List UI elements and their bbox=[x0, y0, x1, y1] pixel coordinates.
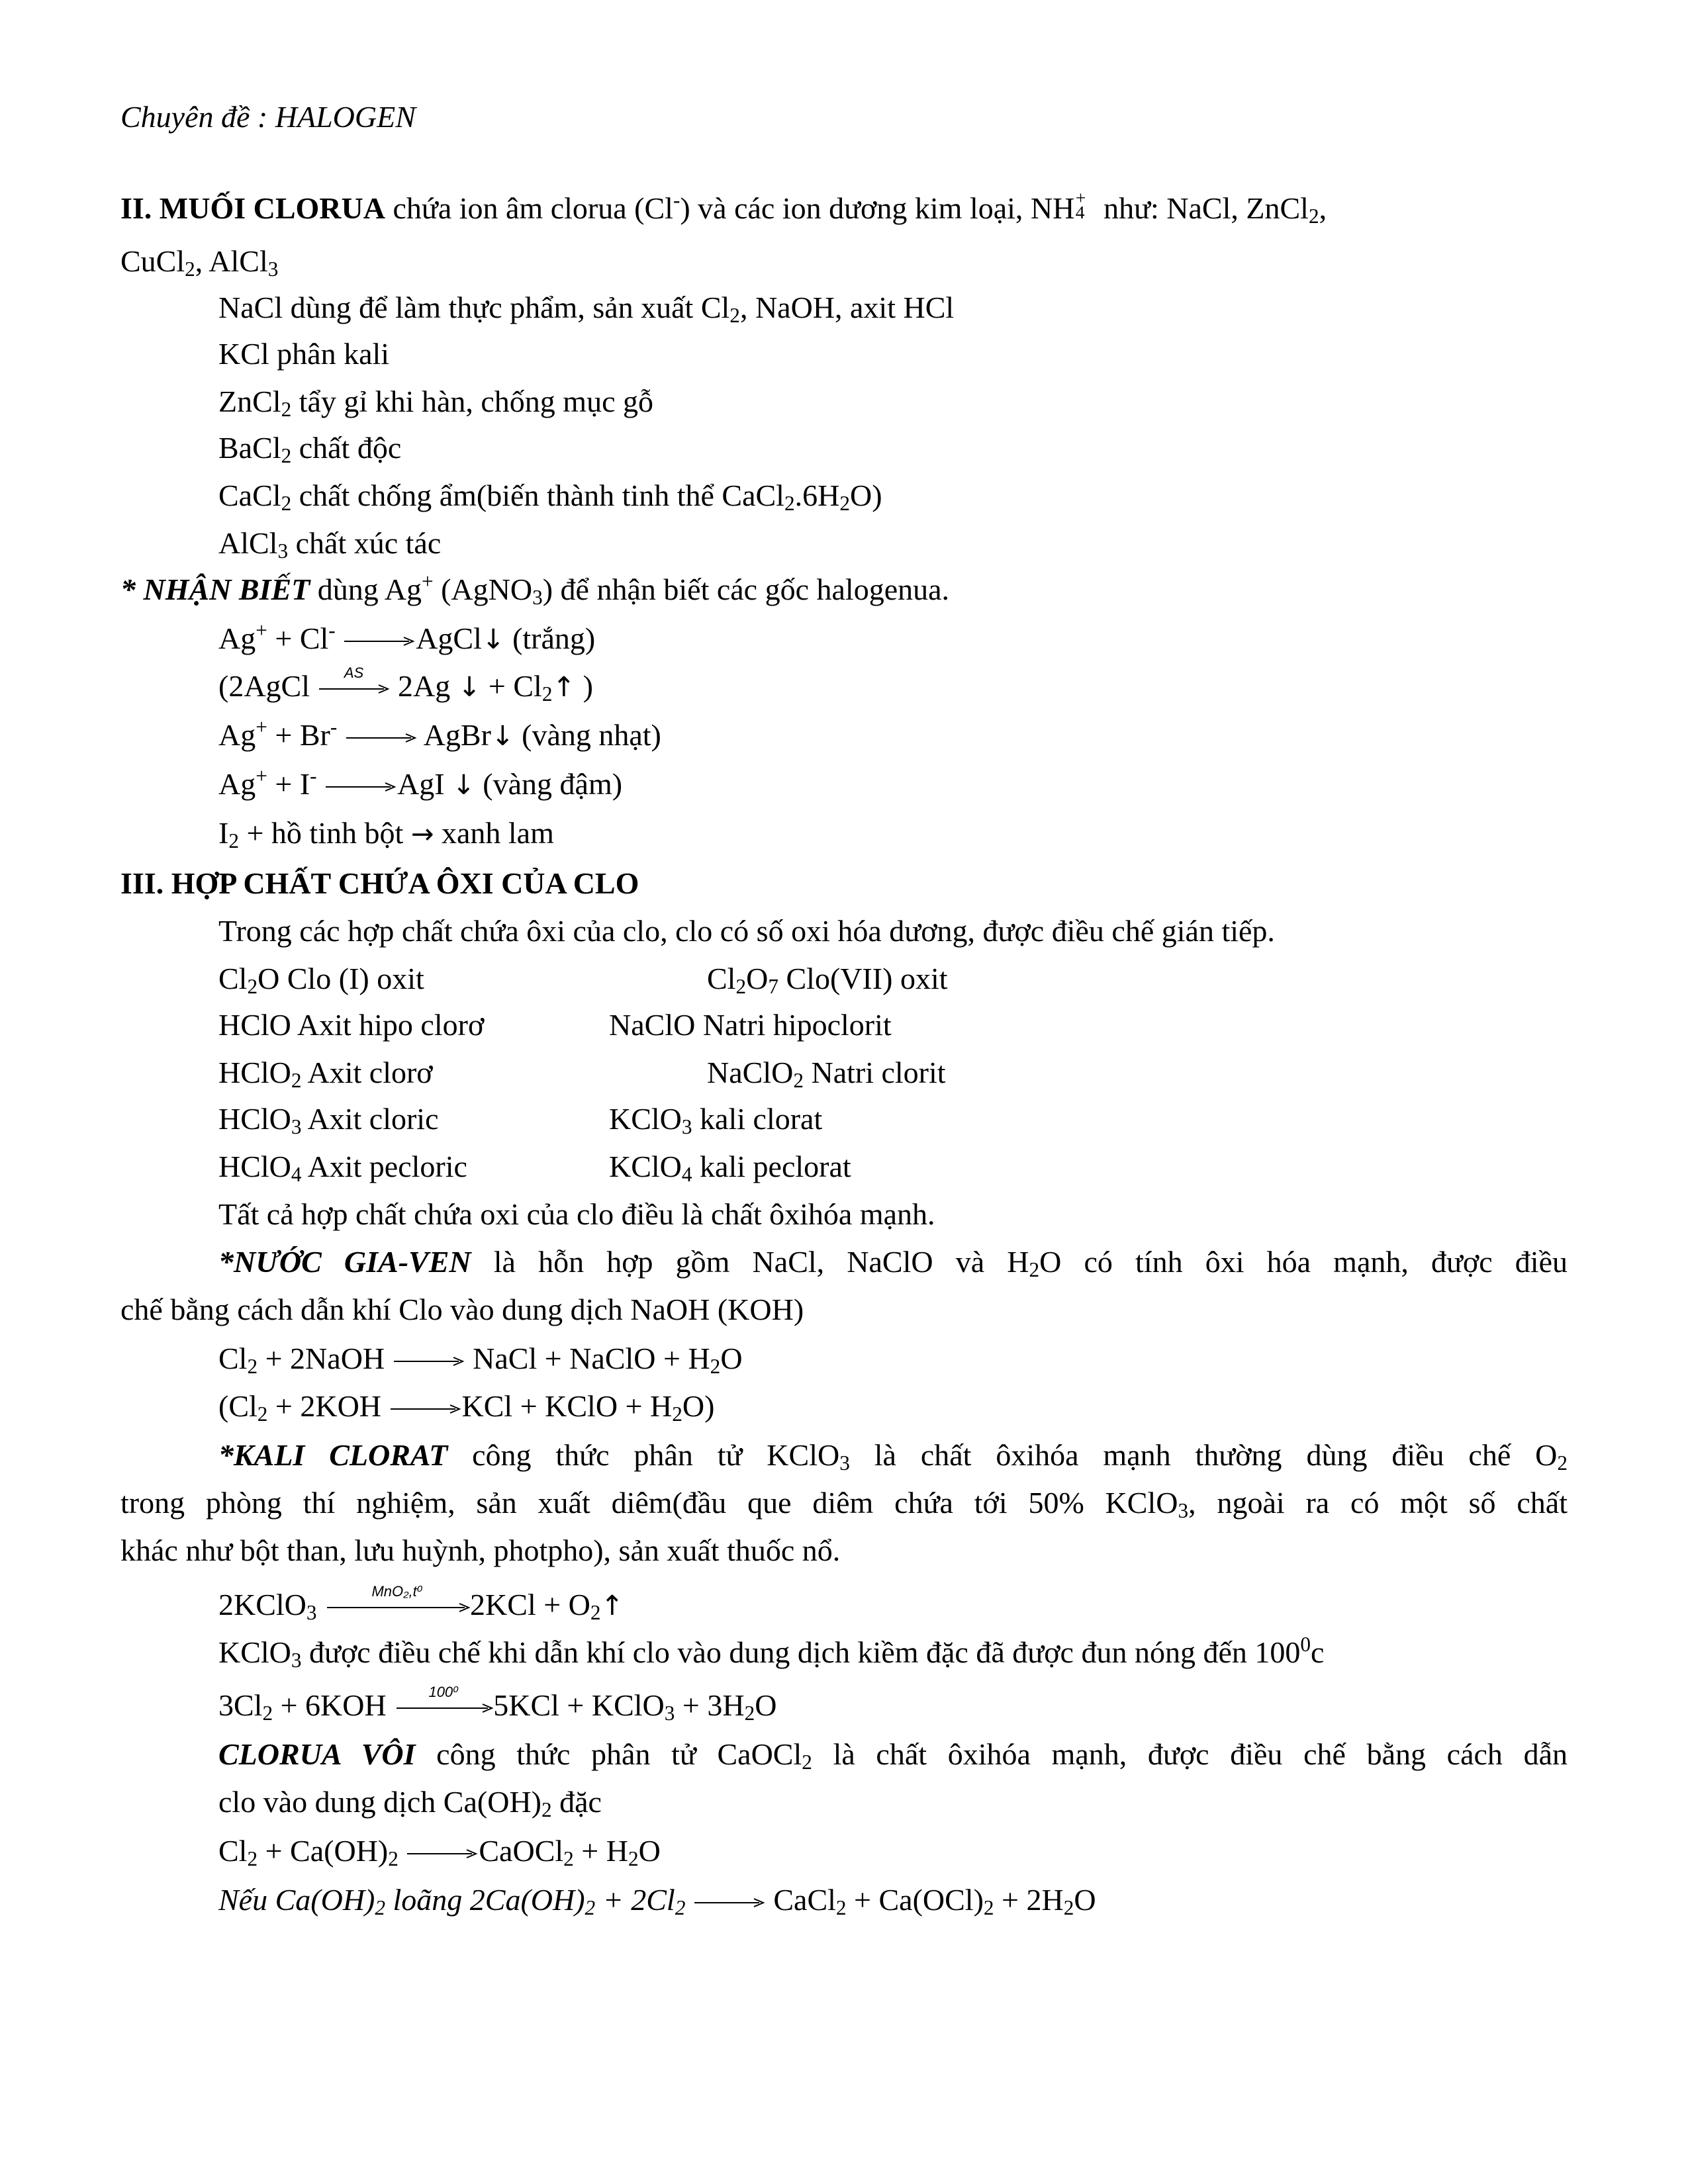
identify-heading: * NHẬN BIẾT bbox=[120, 572, 310, 606]
kali-para-line1: *KALI CLORAT công thức phân tử KClO$_3$ là chất ôxihóa mạnh thường dùng điều chế $O_2$ bbox=[218, 1438, 1568, 1475]
reaction-dilute-caoh2: Nếu $Ca(OH)_2$ loãng $2Ca(OH)_2 + 2Cl_2$ CaCl$_2$ + $Ca(OCl)_2 + 2H_2O$ bbox=[218, 1883, 1096, 1919]
salt-row-naclo: NaClO Natri hipoclorit bbox=[609, 1008, 892, 1042]
reaction-kclo3-prep: $3Cl_2 + 6KOH$ 100⁰ 5KCl + KClO$_3$ + $3H_2O$ bbox=[218, 1684, 777, 1725]
use-alcl3: AlCl$_3$ chất xúc tác bbox=[218, 526, 442, 563]
salt-row-kclo4: KClO$_4$ kali peclorat bbox=[609, 1150, 851, 1186]
precipitate-arrow-icon: ↓ bbox=[452, 769, 475, 801]
page-header: Chuyên đề : HALOGEN bbox=[120, 100, 416, 134]
kali-heading: *KALI CLORAT bbox=[218, 1438, 448, 1472]
acid-row-hclo3: HClO$_3$ Axit cloric bbox=[218, 1102, 439, 1138]
kali-para-line2: trong phòng thí nghiệm, sản xuất diêm(đầu que diêm chứa tới 50% KClO$_3$, ngoài ra có một số chất bbox=[120, 1486, 1568, 1522]
precipitate-arrow-icon: ↓ bbox=[457, 671, 481, 703]
reaction-arrow bbox=[393, 1355, 465, 1368]
oxy-summary: Tất cả hợp chất chứa oxi của clo điều là chất ôxihóa mạnh. bbox=[218, 1197, 935, 1231]
javen-para-line2: chế bằng cách dẫn khí Clo vào dung dịch NaOH (KOH) bbox=[120, 1293, 804, 1326]
reaction-arrow bbox=[389, 1402, 462, 1416]
nh4-charge: + 4 bbox=[1075, 187, 1086, 222]
acid-row-hclo: HClO Axit hipo clorơ bbox=[218, 1008, 485, 1042]
precipitate-arrow-icon: ↓ bbox=[481, 623, 505, 655]
reaction-agbr: Ag+ + Br- AgBr↓ (vàng nhạt) bbox=[218, 715, 661, 752]
section-2-intro-line2: CuCl$_2$, AlCl$_3$ bbox=[120, 244, 279, 281]
kclo3-prep-note: KClO$_3$ được điều chế khi dẫn khí clo vào dung dịch kiềm đặc đã được đun nóng đến $100^0c$ bbox=[218, 1632, 1325, 1672]
gas-arrow-icon: ↑ bbox=[552, 671, 576, 703]
section-3-intro: Trong các hợp chất chứa ôxi của clo, clo có số oxi hóa dương, được điều chế gián tiếp. bbox=[218, 914, 1275, 948]
use-zncl2: ZnCl$_2$ tẩy gỉ khi hàn, chống mục gỗ bbox=[218, 385, 653, 421]
salt-row-kclo3: KClO$_3$ kali clorat bbox=[609, 1102, 823, 1138]
precipitate-arrow-icon: ↓ bbox=[491, 720, 514, 752]
section-2-title: II. MUỐI CLORUA bbox=[120, 191, 385, 225]
arrow-right-icon: → bbox=[410, 818, 434, 850]
reaction-clorua-voi: $Cl_2 + Ca(OH)_2$ CaOCl$_2$ + $H_2O$ bbox=[218, 1834, 661, 1870]
reaction-arrow: AS bbox=[318, 682, 391, 696]
clorua-voi-line2: clo vào dung dịch $Ca(OH)_2$ đặc bbox=[218, 1785, 602, 1821]
reaction-javen-koh: ($Cl_2 + 2KOH$ KCl + KClO + $H_2O$) bbox=[218, 1389, 715, 1426]
acid-row-hclo4: HClO$_4$ Axit pecloric bbox=[218, 1150, 467, 1186]
reaction-agcl: Ag+ + Cl- AgCl↓ (trắng) bbox=[218, 618, 596, 655]
gas-arrow-icon: ↑ bbox=[600, 1590, 624, 1621]
reaction-arrow bbox=[345, 731, 418, 745]
reaction-javen-naoh: $Cl_2$ + 2NaOH NaCl + NaClO + $H_2O$ bbox=[218, 1342, 743, 1378]
use-bacl2: BaCl$_2$ chất độc bbox=[218, 431, 402, 467]
acid-row-hclo2: HClO$_2$ Axit clorơ bbox=[218, 1056, 433, 1092]
reaction-arrow: 100⁰ bbox=[394, 1702, 493, 1715]
reaction-arrow bbox=[406, 1847, 479, 1860]
reaction-arrow bbox=[324, 780, 397, 794]
clorua-voi-line1: CLORUA VÔI công thức phân tử CaOCl$_2$ là chất ôxihóa mạnh, được điều chế bằng cách dẫn bbox=[218, 1737, 1568, 1774]
javen-heading: *NƯỚC GIA-VEN bbox=[218, 1245, 471, 1279]
salt-row-naclo2: NaClO$_2$ Natri clorit bbox=[707, 1056, 946, 1092]
reaction-arrow bbox=[343, 635, 416, 648]
reaction-agi: Ag+ + I- AgI ↓ (vàng đậm) bbox=[218, 764, 623, 801]
identify-line: * NHẬN BIẾT dùng Ag+ (AgNO$_3$) để nhận biết các gốc halogenua. bbox=[120, 569, 950, 609]
use-cacl2: CaCl$_2$ chất chống ẩm(biến thành tinh thể $CaCl_2.6H_2O$) bbox=[218, 478, 882, 515]
reaction-agcl-decomp: (2AgCl AS 2Ag ↓ + $Cl_2↑$ ) bbox=[218, 664, 593, 705]
reaction-kclo3-decomp: 2KClO$_3$ MnO₂,t⁰ $2KCl + O_2↑$ bbox=[218, 1583, 624, 1624]
reaction-iodine-starch: $I_2$ + hồ tinh bột → xanh lam bbox=[218, 816, 554, 852]
section-3-title: III. HỢP CHẤT CHỨA ÔXI CỦA CLO bbox=[120, 866, 639, 900]
kali-para-line3: khác như bột than, lưu huỳnh, photpho), sản xuất thuốc nổ. bbox=[120, 1533, 841, 1567]
reaction-arrow bbox=[693, 1896, 766, 1909]
javen-para-line1: *NƯỚC GIA-VEN là hỗn hợp gồm NaCl, NaClO và $H_2O$ có tính ôxi hóa mạnh, được điều bbox=[218, 1245, 1568, 1281]
clorua-voi-heading: CLORUA VÔI bbox=[218, 1737, 416, 1771]
reaction-arrow: MnO₂,t⁰ bbox=[324, 1601, 470, 1614]
oxide-row-1: $Cl_2O$ Clo (I) oxit bbox=[218, 962, 424, 998]
use-nacl: NaCl dùng để làm thực phẩm, sản xuất $Cl_2$, NaOH, axit HCl bbox=[218, 291, 955, 327]
oxide-row-1-right: $Cl_2O_7$ Clo(VII) oxit bbox=[707, 962, 948, 998]
use-kcl: KCl phân kali bbox=[218, 337, 390, 371]
section-2-intro: II. MUỐI CLORUA chứa ion âm clorua (Cl-) và các ion dương kim loại, NH + 4 như: NaCl, ZnCl$_2$, bbox=[120, 187, 1327, 228]
